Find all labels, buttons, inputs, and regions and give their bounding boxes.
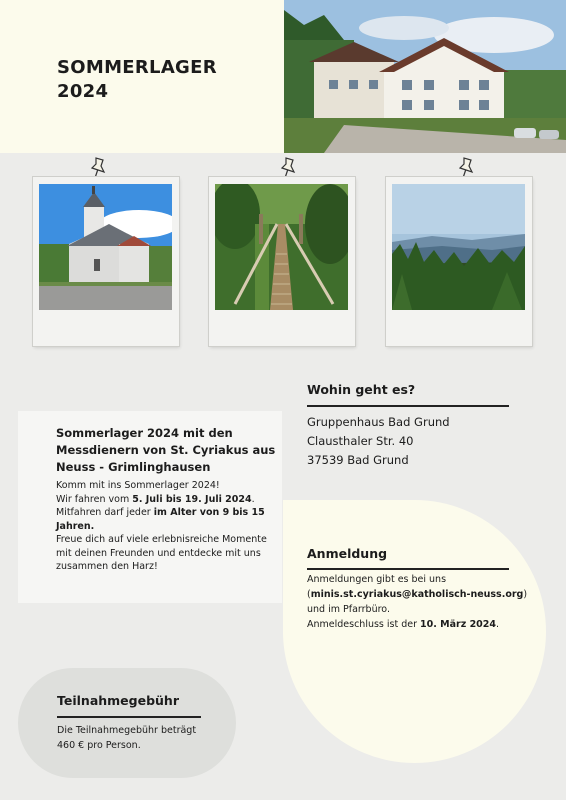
info-line: Wir fahren vom 5. Juli bis 19. Juli 2024.	[56, 493, 255, 505]
info-title: Sommerlager 2024 mit den Messdienern von St. Cyriakus aus Neuss - Grimlinghausen	[56, 426, 276, 474]
polaroid-card	[386, 177, 532, 346]
address-line: Gruppenhaus Bad Grund	[307, 415, 450, 429]
divider	[307, 405, 509, 407]
info-card	[18, 411, 282, 603]
address-line: 37539 Bad Grund	[307, 453, 409, 467]
registration-body	[307, 572, 537, 632]
registration-line: und im Pfarrbüro.	[307, 604, 390, 615]
fee-line: 460 € pro Person.	[57, 740, 141, 751]
fee-section	[57, 693, 179, 708]
suspension-bridge-photo	[215, 184, 348, 310]
destination-section	[307, 382, 415, 397]
forest-valley-photo	[392, 184, 525, 310]
registration-line: Anmeldungen gibt es bei uns	[307, 574, 447, 585]
divider	[57, 716, 201, 718]
fee-body	[57, 723, 217, 753]
fee-line: Die Teilnahmegebühr beträgt	[57, 725, 197, 736]
divider	[307, 568, 509, 570]
polaroid-card	[209, 177, 355, 346]
registration-heading: Anmeldung	[307, 546, 388, 561]
address-block	[307, 413, 450, 470]
registration-section	[307, 546, 387, 561]
registration-deadline: Anmeldeschluss ist der 10. März 2024.	[307, 619, 500, 630]
page-title: SOMMERLAGER 2024	[57, 57, 217, 102]
info-line: Mitfahren darf jeder im Alter von 9 bis 15 Jahren.	[56, 507, 265, 532]
info-body	[56, 479, 281, 574]
fee-heading: Teilnahmegebühr	[57, 693, 179, 708]
hero-house-photo	[284, 0, 566, 153]
church-photo	[39, 184, 172, 310]
info-line: Komm mit ins Sommerlager 2024!	[56, 480, 220, 491]
info-line: Freue dich auf viele erlebnisreiche Momente mit deinen Freunden und entdecke mit uns zusammen den Harz!	[56, 534, 267, 572]
destination-heading: Wohin geht es?	[307, 382, 416, 397]
address-line: Clausthaler Str. 40	[307, 434, 414, 448]
registration-email[interactable]: (minis.st.cyriakus@katholisch-neuss.org)	[307, 589, 528, 600]
polaroid-card	[33, 177, 179, 346]
